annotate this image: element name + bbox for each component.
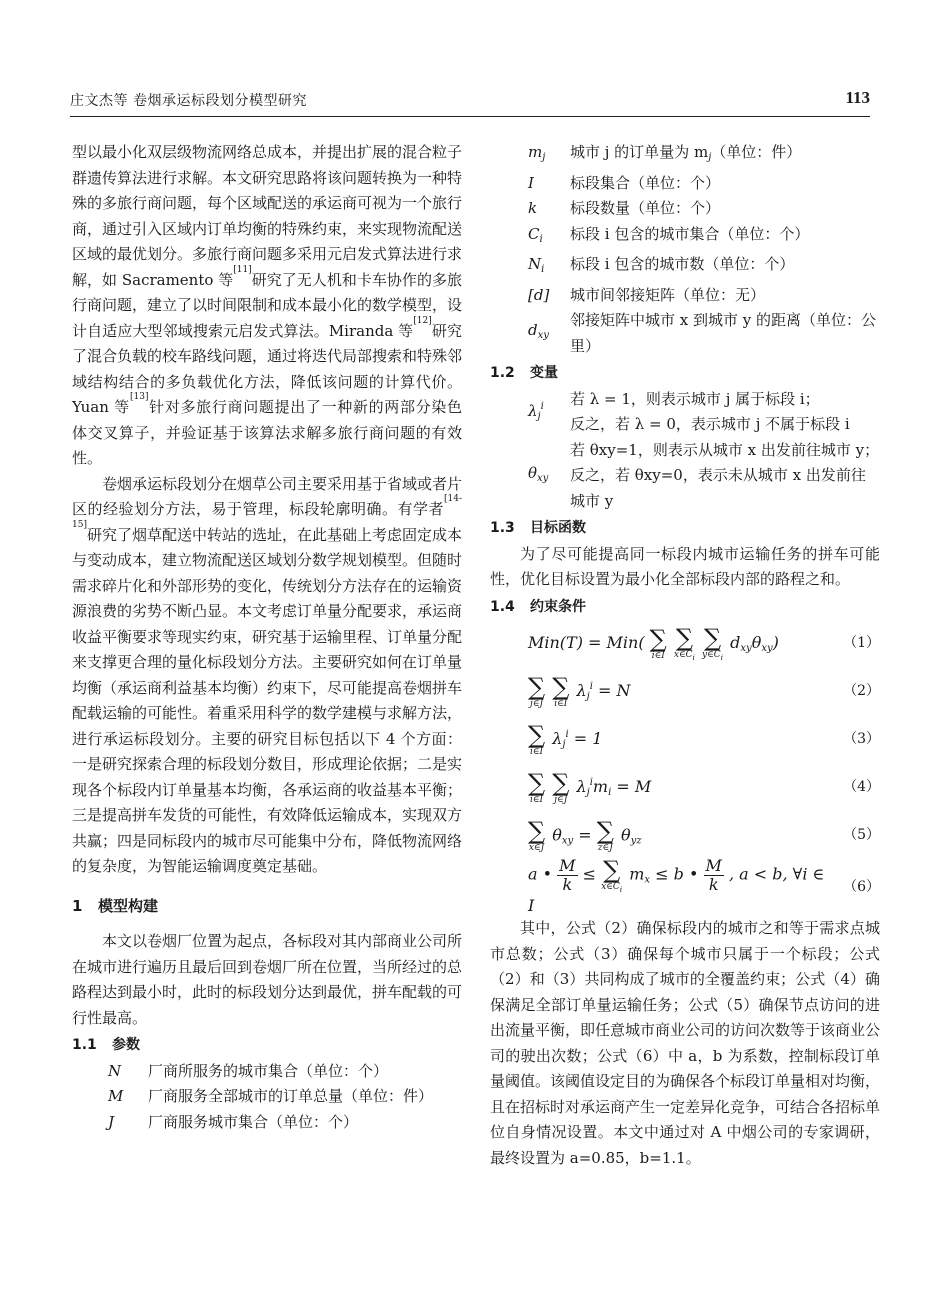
citation: [12] <box>413 315 432 326</box>
subsection-heading-1-1: 1.1 参数 <box>72 1037 140 1053</box>
left-column <box>72 140 462 1135</box>
parameter-row: [d] 城市间邻接矩阵（单位：无） <box>528 285 766 304</box>
equation-5: ∑ x∈J $\theta_{xy}$ = ∑ z∈J $\theta_{yz}$ （5） <box>528 816 880 853</box>
objective-paragraph: 为了尽可能提高同一标段内城市运输任务的拼车可能性，优化目标设置为最小化全部标段内部的路程之和。 <box>490 544 880 588</box>
parameter-row: $N_i$ 标段 i 包含的城市数（单位：个） <box>528 255 795 275</box>
citation: [14-15] <box>72 494 462 530</box>
parameter-list-right <box>490 140 880 359</box>
parameter-row: N 厂商所服务的城市集合（单位：个） <box>108 1061 389 1080</box>
header-rule <box>70 116 870 117</box>
parameter-row: M 厂商服务全部城市的订单总量（单位：件） <box>108 1087 434 1105</box>
background-paragraph: 卷烟承运标段划分在烟草公司主要采用基于省域或者片区的经验划分方法，易于管理，标段轮廓明确。有学者[14-15]研究了烟草配送中转站的选址，在此基础上考虑固定成本与变动成本，建立物流配送区域划分数学规划模型。但随时需求碎片化和外部形势的变化，传统划分方法存在的运输资源浪费的劣势不断凸显。本文考虑订单量分配要求，承运商收益平衡要求等现实约束，研究基于运输里程、订单量分配来支撑更合理的量化标段划分方法。主要研究如何在订单量均衡（承运商利益基本均衡）约束下，尽可能提高卷烟拼车配载运输的可能性。着重采用科学的数学建模与求解方法，进行承运标段划分。主要的研究目标包括以下 4 个方面：一是研究探索合理的标段划分数目，形成理论依据；二是实现各个标段内订单量基本均衡，各承运商的收益基本平衡；三是提高拼车发货的可能性，有效降低运输成本，实现双方共赢；四是同标段内的城市尽可能集中分布，降低物流网络的复杂度，为智能运输调度奠定基础。 <box>72 474 463 875</box>
model-paragraph: 本文以卷烟厂位置为起点，各标段对其内部商业公司所在城市进行遍历且最后回到卷烟厂所在位置，当所经过的总路程达到最小时，此时的标段划分达到最优，拼车配载的可行性最高。 <box>72 932 463 1027</box>
right-column <box>490 140 880 1171</box>
variable-lambda: $\lambda_j^i$ 若 λ = 1，则表示城市 j 属于标段 i； 反之，若 λ = 0，表示城市 j 不属于标段 i <box>528 389 850 433</box>
equation-3: ∑ i∈I $\lambda_j^i = 1$ （3） <box>528 720 880 757</box>
parameter-row: $C_i$ 标段 i 包含的城市集合（单位：个） <box>528 224 810 245</box>
parameter-row: k 标段数量（单位：个） <box>528 199 721 217</box>
running-header: 庄文杰等 卷烟承运标段划分模型研究 <box>70 93 307 109</box>
parameter-list-left <box>72 1059 462 1136</box>
parameter-row: $m_j$ 城市 j 的订单量为 $m_j$（单位：件） <box>528 143 802 163</box>
parameter-row: I 标段集合（单位：个） <box>528 173 721 192</box>
section-heading-1: 1 模型构建 <box>72 896 159 915</box>
constraints-explanation: 其中，公式（2）确保标段内的城市之和等于需求点城市总数；公式（3）确保每个城市只属于一个标段；公式（2）和（3）共同构成了城市的全覆盖约束；公式（4）确保满足全部订单量运输任务；公式（5）确保节点访问的进出流量平衡，即任意城市商业公司的访问次数等于该商业公司的驶出次数；公式（6）中 a，b 为系数，控制标段订单量阈值。该阈值设定目的为确保各个标段订单量相对均衡，且在招标时对承运商产生一定差异化竞争，可结合各招标单位自身情况设置。本文中通过对 A 中烟公司的专家调研，最终设置为 a=0.85，b=1.1。 <box>490 919 881 1167</box>
page-number: 113 <box>845 88 870 107</box>
subsection-heading-1-2: 1.2 变量 <box>490 365 558 381</box>
subsection-heading-1-3: 1.3 目标函数 <box>490 520 586 536</box>
citation: [13] <box>129 392 149 402</box>
parameter-row: $d_{xy}$ 邻接矩阵中城市 x 到城市 y 的距离（单位：公里） <box>528 311 877 355</box>
equation-2: ∑ j∈J ∑ i∈I $\lambda_j^i = N$ （2） <box>528 672 880 709</box>
equation-1: Min(T) = Min( ∑ i∈I ∑ $x\in C_i$ ∑ $y\in C_i$ $d_{xy}\theta_{xy}$) （1） <box>528 624 880 662</box>
parameter-row: J 厂商服务城市集合（单位：个） <box>108 1112 359 1131</box>
citation: [11] <box>233 264 252 275</box>
variable-theta: $\theta_{xy}$ 若 θxy=1，则表示从城市 x 出发前往城市 y； 反之，若 θxy=0，表示未从城市 x 出发前往城市 y <box>528 440 880 510</box>
equation-4: ∑ i∈I ∑ j∈J $\lambda_j^im_i = M$ （4） <box>528 768 880 805</box>
intro-paragraph: 型以最小化双层级物流网络总成本，并提出扩展的混合粒子群遗传算法进行求解。本文研究思路将该问题转换为一种特殊的多旅行商问题，每个区域配送的承运商可视为一个旅行商，通过引入区域内订单均衡的特殊约束，来实现物流配送区域的最优划分。多旅行商问题多采用元启发式算法进行求解，如 Sacramento 等[11]研究了无人机和卡车协作的多旅行商问题，建立了以时间限制和成本最小化的数学模型，设计自适应大型邻域搜索元启发式算法。Miranda 等[12]研究了混合负载的校车路线问题，通过将迭代局部搜索和特殊邻域结构结合的多负载优化方法，降低该问题的计算代价。Yuan 等[13]针对多旅行商问题提出了一种新的两部分染色体交叉算子，并验证基于该算法求解多旅行商问题的有效性。 <box>72 143 463 467</box>
equation-6: a • $\frac{M}{k}$ ≤ ∑ $x\in C_i$ $m_x \le b$ • $\frac{M}{k}$ , a < b, ∀i ∈ I （6） <box>528 855 880 916</box>
subsection-heading-1-4: 1.4 约束条件 <box>490 598 586 615</box>
